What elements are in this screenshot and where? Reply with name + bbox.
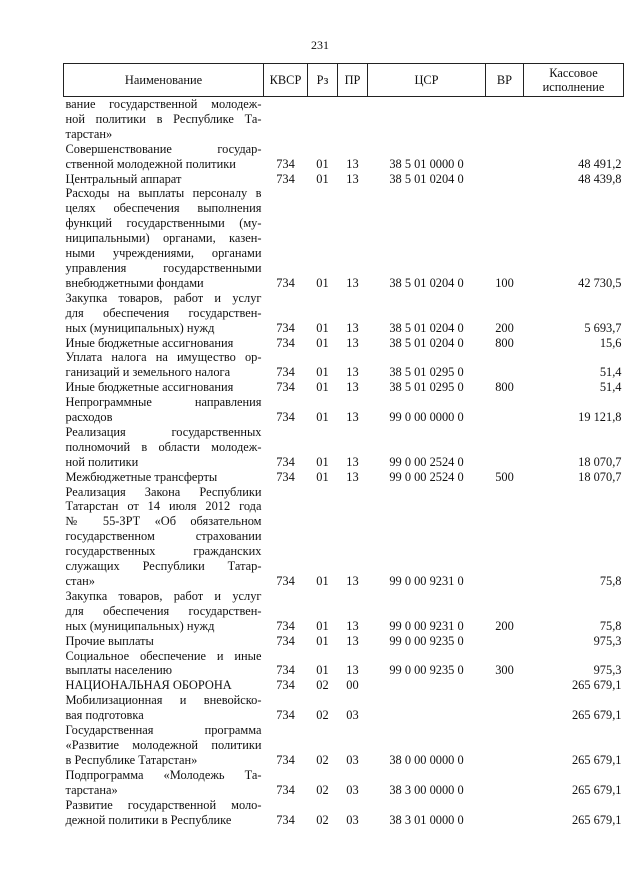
page-number: 231 [311, 38, 329, 52]
row-csr: 38 3 00 0000 0 [389, 782, 464, 797]
row-amount: 265 679,1 [571, 678, 622, 693]
header-name: Наименование [64, 64, 264, 97]
row-kvsr: 734 [276, 320, 295, 335]
row-name-line: ных (муниципальных) нужд [65, 320, 215, 335]
row-pr: 13 [346, 574, 359, 588]
row-name-line: Центральный аппарат [65, 171, 182, 186]
row-name [64, 678, 264, 693]
row-name [64, 768, 264, 798]
row-pr: 13 [346, 454, 359, 469]
row-vr [486, 768, 524, 798]
row-name-line: Подпрограмма «Молодежь Та- [65, 767, 262, 782]
row-name-line: Иные бюджетные ассигнования [65, 380, 234, 395]
table-row [64, 380, 624, 395]
row-rz: 01 [316, 275, 329, 290]
row-name [64, 395, 264, 425]
row-name-line: тарстана» [65, 782, 118, 797]
row-pr: 13 [346, 320, 359, 335]
row-amount: 18 070,7 [578, 469, 622, 484]
row-vr [486, 678, 524, 693]
row-rz: 01 [316, 156, 329, 171]
row-name-line: тарстан» [65, 126, 113, 141]
row-rz: 02 [316, 752, 329, 767]
row-amount: 48 491,2 [578, 156, 622, 171]
row-csr: 99 0 00 9235 0 [389, 663, 464, 678]
row-vr [486, 142, 524, 172]
table-row [64, 693, 624, 723]
row-kvsr: 734 [276, 410, 295, 425]
table-row [64, 678, 624, 693]
row-amount: 265 679,1 [571, 812, 622, 827]
row-name-line: Социальное обеспечение и иные [65, 648, 262, 663]
header-csr: ЦСР [368, 64, 486, 97]
row-pr: 13 [346, 275, 359, 290]
row-vr: 500 [495, 469, 514, 484]
row-csr: 38 5 01 0295 0 [389, 380, 464, 395]
row-kvsr: 734 [276, 678, 295, 693]
row-name [64, 350, 264, 380]
row-vr: 100 [495, 275, 514, 290]
row-name-line: целях обеспечения выполнения [65, 201, 262, 216]
row-pr: 03 [346, 812, 359, 827]
table-row [64, 723, 624, 768]
row-name [64, 291, 264, 336]
row-kvsr: 734 [276, 633, 295, 648]
row-vr [486, 172, 524, 187]
row-name [64, 186, 264, 290]
row-name-line: НАЦИОНАЛЬНАЯ ОБОРОНА [65, 678, 232, 693]
row-name-line: ных (муниципальных) нужд [65, 618, 215, 633]
row-kvsr [264, 97, 308, 142]
row-kvsr: 734 [276, 171, 295, 186]
table-row [64, 425, 624, 470]
row-name-line: Закупка товаров, работ и услуг [65, 290, 262, 305]
table-row [64, 172, 624, 187]
row-name [64, 485, 264, 589]
row-name-line: ной политики [65, 454, 139, 469]
row-rz: 02 [316, 678, 329, 693]
row-kvsr: 734 [276, 618, 295, 633]
row-rz: 01 [316, 365, 329, 380]
table-row [64, 350, 624, 380]
row-name-line: Развитие государственной моло- [65, 797, 262, 812]
row-kvsr: 734 [276, 365, 295, 380]
row-name-line: расходов [65, 410, 113, 425]
table-header-row [64, 64, 624, 97]
row-vr [486, 485, 524, 589]
row-csr: 38 5 01 0204 0 [389, 320, 464, 335]
row-csr: 99 0 00 2524 0 [389, 469, 464, 484]
row-name-line: Совершенствование государ- [65, 141, 262, 156]
row-name-line: Иные бюджетные ассигнования [65, 335, 234, 350]
row-rz: 01 [316, 574, 329, 588]
row-name-line: Закупка товаров, работ и услуг [65, 588, 262, 603]
row-rz: 01 [316, 469, 329, 484]
row-name-line: служащих Республики Татар- [65, 559, 262, 574]
table-row [64, 649, 624, 679]
row-name-line: Непрограммные направления [65, 395, 262, 410]
row-pr: 03 [346, 708, 359, 723]
row-csr: 38 5 01 0295 0 [389, 365, 464, 380]
row-name [64, 172, 264, 187]
table-row [64, 589, 624, 634]
row-name-line: государственном страховании [65, 529, 262, 544]
table-row [64, 798, 624, 828]
row-vr [486, 723, 524, 768]
row-name [64, 723, 264, 768]
table-row [64, 485, 624, 589]
row-name-line: выплаты населению [65, 663, 172, 678]
row-amount: 265 679,1 [571, 708, 622, 723]
row-amount: 75,8 [599, 618, 622, 633]
table-row [64, 395, 624, 425]
budget-table [63, 63, 624, 827]
row-name-line: государственных гражданских [65, 544, 262, 559]
row-pr: 13 [346, 156, 359, 171]
table-row [64, 470, 624, 485]
row-amount: 975,3 [593, 633, 622, 648]
row-kvsr: 734 [276, 275, 295, 290]
row-name [64, 380, 264, 395]
row-name-line: внебюджетными фондами [65, 275, 204, 290]
row-amount: 15,6 [599, 335, 622, 350]
row-name [64, 649, 264, 679]
header-kvsr: КВСР [264, 64, 308, 97]
row-rz [308, 97, 338, 142]
row-pr: 13 [346, 380, 359, 395]
row-pr: 00 [346, 678, 359, 693]
row-rz: 01 [316, 633, 329, 648]
table-body [64, 97, 624, 828]
row-pr: 13 [346, 365, 359, 380]
row-vr [486, 425, 524, 470]
header-amount [524, 64, 624, 97]
row-kvsr: 734 [276, 708, 295, 723]
row-amount: 48 439,8 [578, 171, 622, 186]
table-row [64, 291, 624, 336]
row-csr: 99 0 00 9235 0 [389, 633, 464, 648]
row-csr: 38 5 01 0204 0 [389, 335, 464, 350]
row-vr [486, 97, 524, 142]
row-rz: 01 [316, 320, 329, 335]
row-name-line: ной политики в Республике Та- [65, 111, 262, 126]
row-rz: 02 [316, 812, 329, 827]
row-csr: 99 0 00 2524 0 [389, 454, 464, 469]
row-rz: 01 [316, 171, 329, 186]
row-amount: 51,4 [599, 365, 622, 380]
header-pr: ПР [338, 64, 368, 97]
row-name [64, 142, 264, 172]
row-name [64, 425, 264, 470]
row-name-line: управления государственными [65, 260, 262, 275]
row-name-line: функций государственными (му- [65, 216, 262, 231]
row-name-line: вая подготовка [65, 708, 144, 723]
row-kvsr: 734 [276, 782, 295, 797]
row-name [64, 97, 264, 142]
row-name-line: ниципальными) органами, казен- [65, 231, 262, 246]
row-csr: 38 5 01 0204 0 [389, 275, 464, 290]
row-name-line: Мобилизационная и вневойско- [65, 693, 262, 708]
row-name-line: для обеспечения государствен- [65, 603, 262, 618]
row-amount: 265 679,1 [571, 752, 622, 767]
row-kvsr: 734 [276, 663, 295, 678]
row-csr [368, 678, 486, 693]
row-vr: 200 [495, 320, 514, 335]
row-rz: 02 [316, 782, 329, 797]
row-amount: 42 730,5 [578, 275, 622, 290]
row-name-line: Уплата налога на имущество ор- [65, 350, 262, 365]
row-name-line: Реализация государственных [65, 424, 262, 439]
row-name-line: ственной молодежной политики [65, 156, 236, 171]
row-vr: 800 [495, 380, 514, 395]
row-csr: 38 0 00 0000 0 [389, 752, 464, 767]
row-vr [486, 693, 524, 723]
row-name-line: «Развитие молодежной политики [65, 737, 262, 752]
row-pr: 13 [346, 469, 359, 484]
row-rz: 01 [316, 454, 329, 469]
row-kvsr: 734 [276, 574, 295, 588]
table-row [64, 336, 624, 351]
row-name-line: для обеспечения государствен- [65, 305, 262, 320]
row-csr: 38 5 01 0000 0 [389, 156, 464, 171]
table-row [64, 634, 624, 649]
table-row [64, 186, 624, 290]
row-name [64, 693, 264, 723]
row-pr: 13 [346, 410, 359, 425]
row-kvsr: 734 [276, 752, 295, 767]
row-vr: 200 [495, 618, 514, 633]
row-csr: 38 3 01 0000 0 [389, 812, 464, 827]
row-rz: 01 [316, 335, 329, 350]
row-name-line: Государственная программа [65, 723, 262, 738]
row-amount: 75,8 [599, 574, 622, 588]
row-vr [486, 350, 524, 380]
row-name-line: полномочий в области молодеж- [65, 439, 262, 454]
row-vr [486, 798, 524, 828]
row-amount: 19 121,8 [578, 410, 622, 425]
row-pr [338, 97, 368, 142]
row-amount: 5 693,7 [584, 320, 622, 335]
header-rz: Рз [308, 64, 338, 97]
row-name [64, 634, 264, 649]
row-pr: 03 [346, 752, 359, 767]
row-pr: 13 [346, 171, 359, 186]
row-pr: 13 [346, 633, 359, 648]
row-amount: 18 070,7 [578, 454, 622, 469]
row-name-line: стан» [65, 574, 95, 588]
table-row [64, 142, 624, 172]
row-kvsr: 734 [276, 335, 295, 350]
row-name [64, 470, 264, 485]
row-amount [524, 97, 624, 142]
table-row [64, 768, 624, 798]
row-rz: 01 [316, 663, 329, 678]
row-name-line: в Республике Татарстан» [65, 752, 198, 767]
row-pr: 13 [346, 618, 359, 633]
row-name-line: ганизаций и земельного налога [65, 365, 231, 380]
row-name [64, 589, 264, 634]
row-name-line: Реализация Закона Республики [65, 484, 262, 499]
row-rz: 01 [316, 618, 329, 633]
row-name-line: Прочие выплаты [65, 633, 154, 648]
row-csr: 99 0 00 9231 0 [389, 574, 464, 588]
row-csr [368, 693, 486, 723]
header-vr: ВР [486, 64, 524, 97]
header-amount-line1: Кассовое [549, 66, 598, 80]
row-pr: 13 [346, 663, 359, 678]
row-name-line: вание государственной молодеж- [65, 97, 262, 111]
row-csr: 38 5 01 0204 0 [389, 171, 464, 186]
row-name-line: дежной политики в Республике [65, 812, 232, 827]
row-rz: 02 [316, 708, 329, 723]
row-vr: 800 [495, 335, 514, 350]
row-amount: 265 679,1 [571, 782, 622, 797]
row-name-line: Татарстан от 14 июля 2012 года [65, 499, 262, 514]
row-pr: 03 [346, 782, 359, 797]
row-name-line: Межбюджетные трансферты [65, 469, 218, 484]
row-name-line: Расходы на выплаты персоналу в [65, 186, 262, 201]
row-csr [368, 97, 486, 142]
row-kvsr: 734 [276, 156, 295, 171]
table-row [64, 97, 624, 142]
row-amount: 975,3 [593, 663, 622, 678]
row-name-line: ными учреждениями, органами [65, 246, 262, 261]
row-vr: 300 [495, 663, 514, 678]
row-name [64, 336, 264, 351]
row-kvsr: 734 [276, 469, 295, 484]
row-vr [486, 634, 524, 649]
row-csr: 99 0 00 9231 0 [389, 618, 464, 633]
row-kvsr: 734 [276, 812, 295, 827]
row-name-line: № 55-ЗРТ «Об обязательном [65, 514, 262, 529]
row-kvsr: 734 [276, 380, 295, 395]
row-pr: 13 [346, 335, 359, 350]
row-vr [486, 395, 524, 425]
row-rz: 01 [316, 380, 329, 395]
row-amount: 51,4 [599, 380, 622, 395]
row-rz: 01 [316, 410, 329, 425]
row-kvsr: 734 [276, 454, 295, 469]
row-name [64, 798, 264, 828]
row-csr: 99 0 00 0000 0 [389, 410, 464, 425]
header-amount-line2: исполнение [542, 80, 605, 94]
